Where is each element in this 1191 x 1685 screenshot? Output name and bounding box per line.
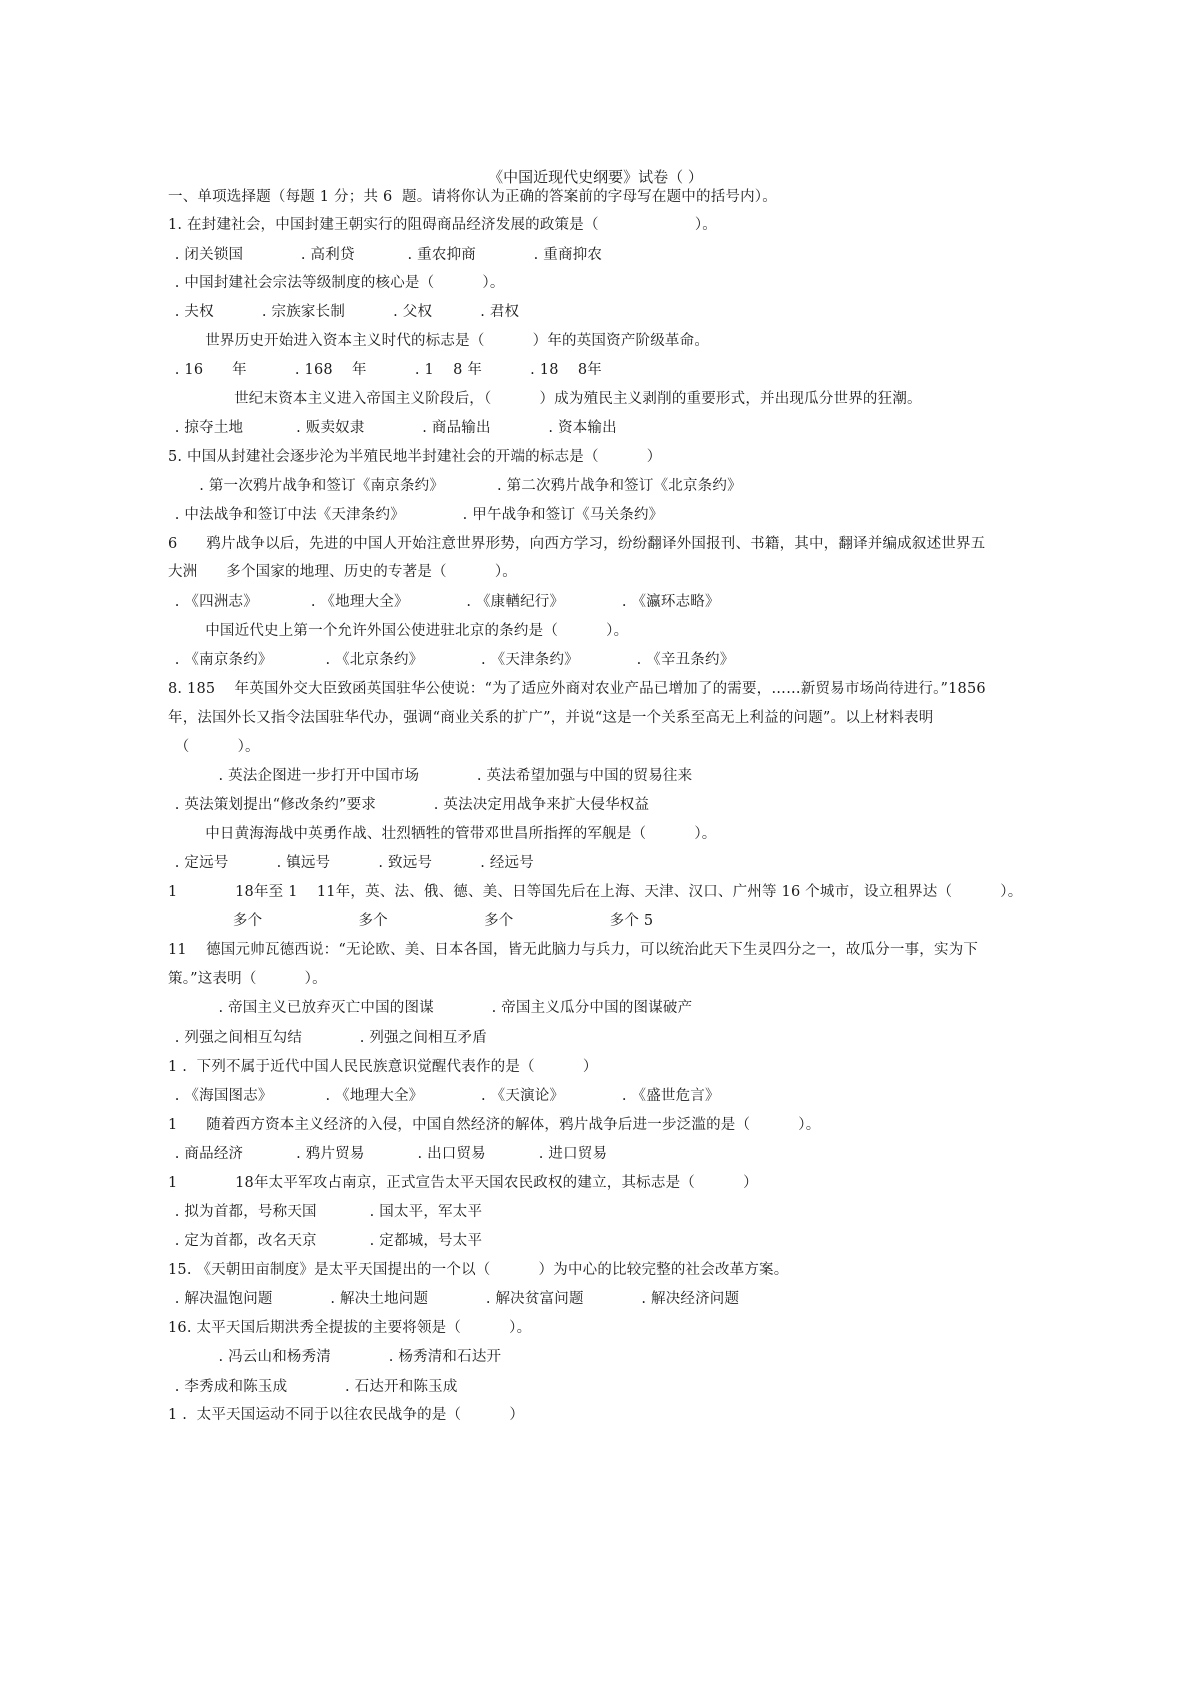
exam-line: 中日黄海海战中英勇作战、壮烈牺牲的管带邓世昌所指挥的军舰是（ ）。	[186, 826, 717, 842]
exam-title: 《中国近现代史纲要》试卷（ ）	[488, 168, 703, 186]
exam-line: . 定为首都，改名天京 . 定都城，号太平	[170, 1233, 483, 1249]
exam-line: 11 德国元帅瓦德西说：“无论欧、美、日本各国，皆无此脑力与兵力，可以统治此天下生灵四分之一，故瓜分一事，实为下	[168, 942, 979, 958]
exam-line: 多个 多个 多个 多个 5	[180, 913, 654, 929]
exam-line: 大洲 多个国家的地理、历史的专著是（ ）。	[168, 564, 517, 580]
exam-line: . 《四洲志》 . 《地理大全》 . 《康輶纪行》 . 《瀛环志略》	[170, 594, 720, 610]
exam-line: 8. 185 年英国外交大臣致函英国驻华公使说：“为了适应外商对农业产品已增加了的需要，……新贸易市场尚待进行。”1856	[168, 681, 986, 697]
exam-line: 1 18年至 1 11年，英、法、俄、德、美、日等国先后在上海、天津、汉口、广州等 16 个城市，设立租界达（ ）。	[168, 884, 1023, 900]
exam-line: . 列强之间相互勾结 . 列强之间相互矛盾	[170, 1030, 487, 1046]
exam-line: 世界历史开始进入资本主义时代的标志是（ ）年的英国资产阶级革命。	[186, 333, 710, 349]
exam-line: . 英法策划提出“修改条约”要求 . 英法决定用战争来扩大侵华权益	[170, 797, 650, 813]
exam-line: 世纪末资本主义进入帝国主义阶段后，（ ）成为殖民主义剥削的重要形式，并出现瓜分世界的狂潮。	[186, 391, 922, 407]
exam-line: . 冯云山和杨秀清 . 杨秀清和石达开	[180, 1349, 502, 1365]
exam-line: 一、单项选择题（每题 1 分；共 6 题。请将你认为正确的答案前的字母写在题中的括号内）。	[168, 189, 777, 205]
exam-line: . 商品经济 . 鸦片贸易 . 出口贸易 . 进口贸易	[170, 1146, 608, 1162]
exam-line: . 掠夺土地 . 贩卖奴隶 . 商品输出 . 资本输出	[170, 420, 617, 436]
exam-line: 中国近代史上第一个允许外国公使进驻北京的条约是（ ）。	[186, 623, 629, 639]
exam-line: . 李秀成和陈玉成 . 石达开和陈玉成	[170, 1379, 458, 1395]
exam-line: . 定远号 . 镇远号 . 致远号 . 经远号	[170, 855, 534, 871]
exam-line: . 《海国图志》 . 《地理大全》 . 《天演论》 . 《盛世危言》	[170, 1088, 720, 1104]
exam-line: 年，法国外长又指令法国驻华代办，强调“商业关系的扩广”，并说“这是一个关系至高无上利益的问题”。以上材料表明	[168, 710, 934, 726]
exam-line: . 闭关锁国 . 高利贷 . 重农抑商 . 重商抑农	[170, 247, 603, 263]
exam-line: 5. 中国从封建社会逐步沦为半殖民地半封建社会的开端的标志是（ ）	[168, 449, 662, 465]
exam-line: 1 18年太平军攻占南京，正式宣告太平天国农民政权的建立，其标志是（ ）	[168, 1175, 758, 1191]
exam-line: 策。”这表明（ ）。	[168, 971, 327, 987]
exam-line: . 英法企图进一步打开中国市场 . 英法希望加强与中国的贸易往来	[180, 768, 693, 784]
exam-line: 1 . 太平天国运动不同于以往农民战争的是（ ）	[168, 1407, 525, 1423]
exam-line: . 帝国主义已放弃灭亡中国的图谋 . 帝国主义瓜分中国的图谋破产	[180, 1000, 693, 1016]
exam-line: 6 鸦片战争以后，先进的中国人开始注意世界形势，向西方学习，纷纷翻译外国报刊、书籍，其中，翻译并编成叙述世界五	[168, 536, 986, 552]
exam-line: . 16 年 . 168 年 . 1 8 年 . 18 8年	[170, 362, 602, 378]
exam-line: . 第一次鸦片战争和签订《南京条约》 . 第二次鸦片战争和签订《北京条约》	[180, 478, 742, 494]
exam-line: . 拟为首都，号称天国 . 国太平，军太平	[170, 1204, 483, 1220]
exam-line: （ ）。	[170, 739, 260, 755]
exam-line: 1. 在封建社会，中国封建王朝实行的阻碍商品经济发展的政策是（ ）。	[168, 217, 717, 233]
exam-line: . 夫权 . 宗族家长制 . 父权 . 君权	[170, 304, 520, 320]
exam-line: 15. 《天朝田亩制度》是太平天国提出的一个以（ ）为中心的比较完整的社会改革方案。	[168, 1262, 789, 1278]
exam-line: . 《南京条约》 . 《北京条约》 . 《天津条约》 . 《辛丑条约》	[170, 652, 735, 668]
exam-line: 16. 太平天国后期洪秀全提拔的主要将领是（ ）。	[168, 1320, 532, 1336]
exam-line: . 中法战争和签订中法《天津条约》 . 甲午战争和签订《马关条约》	[170, 507, 664, 523]
exam-line: . 解决温饱问题 . 解决土地问题 . 解决贫富问题 . 解决经济问题	[170, 1291, 740, 1307]
exam-line: 1 . 下列不属于近代中国人民民族意识觉醒代表作的是（ ）	[168, 1059, 598, 1075]
exam-line: 1 随着西方资本主义经济的入侵，中国自然经济的解体，鸦片战争后进一步泛滥的是（ ）。	[168, 1117, 821, 1133]
exam-line: . 中国封建社会宗法等级制度的核心是（ ）。	[170, 275, 505, 291]
